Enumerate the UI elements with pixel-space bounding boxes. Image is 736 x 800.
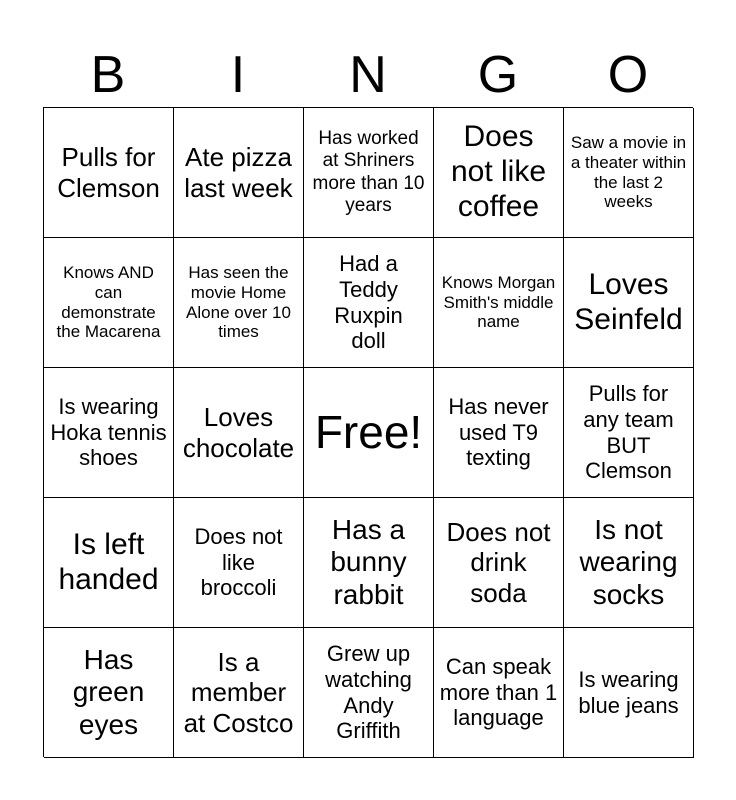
square-text: Can speak more than 1 language [439,654,558,731]
square-text: Does not like broccoli [194,524,283,601]
bingo-card-grid [43,107,693,757]
square-text: Loves chocolate [182,402,295,463]
free-square[interactable] [304,368,434,498]
bingo-square[interactable] [434,238,564,368]
bingo-square[interactable] [434,628,564,758]
bingo-square[interactable] [174,628,304,758]
bingo-square[interactable] [434,368,564,498]
bingo-square[interactable] [564,238,694,368]
header-letter-g: G [477,46,519,104]
bingo-square[interactable] [564,628,694,758]
square-text: Pulls for Clemson [57,142,160,203]
square-text: Does not like coffee [450,120,547,223]
bingo-square[interactable] [304,498,434,628]
bingo-square[interactable] [44,108,174,238]
square-text: Is wearing Hoka tennis shoes [50,394,167,471]
square-text: Had a Teddy Ruxpin doll [334,251,403,354]
square-text: Saw a movie in a theater within the last 2 weeks [570,133,687,212]
bingo-square[interactable] [304,628,434,758]
bingo-square[interactable] [304,238,434,368]
square-text: Grew up watching Andy Griffith [325,641,412,744]
bingo-square[interactable] [304,108,434,238]
bingo-square[interactable] [44,498,174,628]
bingo-square[interactable] [564,108,694,238]
bingo-square[interactable] [174,238,304,368]
bingo-square[interactable] [174,498,304,628]
square-text: Has worked at Shriners more than 10 years [312,128,425,216]
square-text: Loves Seinfeld [574,267,683,336]
square-text: Is left handed [58,527,159,596]
square-text: Knows Morgan Smith's middle name [441,272,556,332]
square-text: Does not drink soda [446,517,551,608]
bingo-header [43,44,693,106]
bingo-square[interactable] [434,108,564,238]
square-text: Has a bunny rabbit [330,513,407,610]
header-letter-n: N [349,46,387,104]
header-letter-o: O [607,46,649,104]
bingo-square[interactable] [44,628,174,758]
bingo-square[interactable] [44,368,174,498]
bingo-square[interactable] [44,238,174,368]
bingo-square[interactable] [174,368,304,498]
bingo-square[interactable] [174,108,304,238]
square-text: Is not wearing socks [579,513,678,610]
square-text: Is wearing blue jeans [578,666,679,718]
bingo-square[interactable] [564,368,694,498]
header-letter-i: I [230,46,246,104]
square-text: Ate pizza last week [184,142,293,203]
square-text: Has seen the movie Home Alone over 10 times [186,263,291,342]
square-text: Has green eyes [72,643,145,740]
square-text: Free! [314,405,423,458]
square-text: Is a member at Costco [183,647,294,738]
square-text: Pulls for any team BUT Clemson [583,381,674,484]
square-text: Has never used T9 texting [448,394,549,471]
bingo-square[interactable] [564,498,694,628]
bingo-square[interactable] [434,498,564,628]
header-letter-b: B [90,46,126,104]
square-text: Knows AND can demonstrate the Macarena [56,263,161,342]
